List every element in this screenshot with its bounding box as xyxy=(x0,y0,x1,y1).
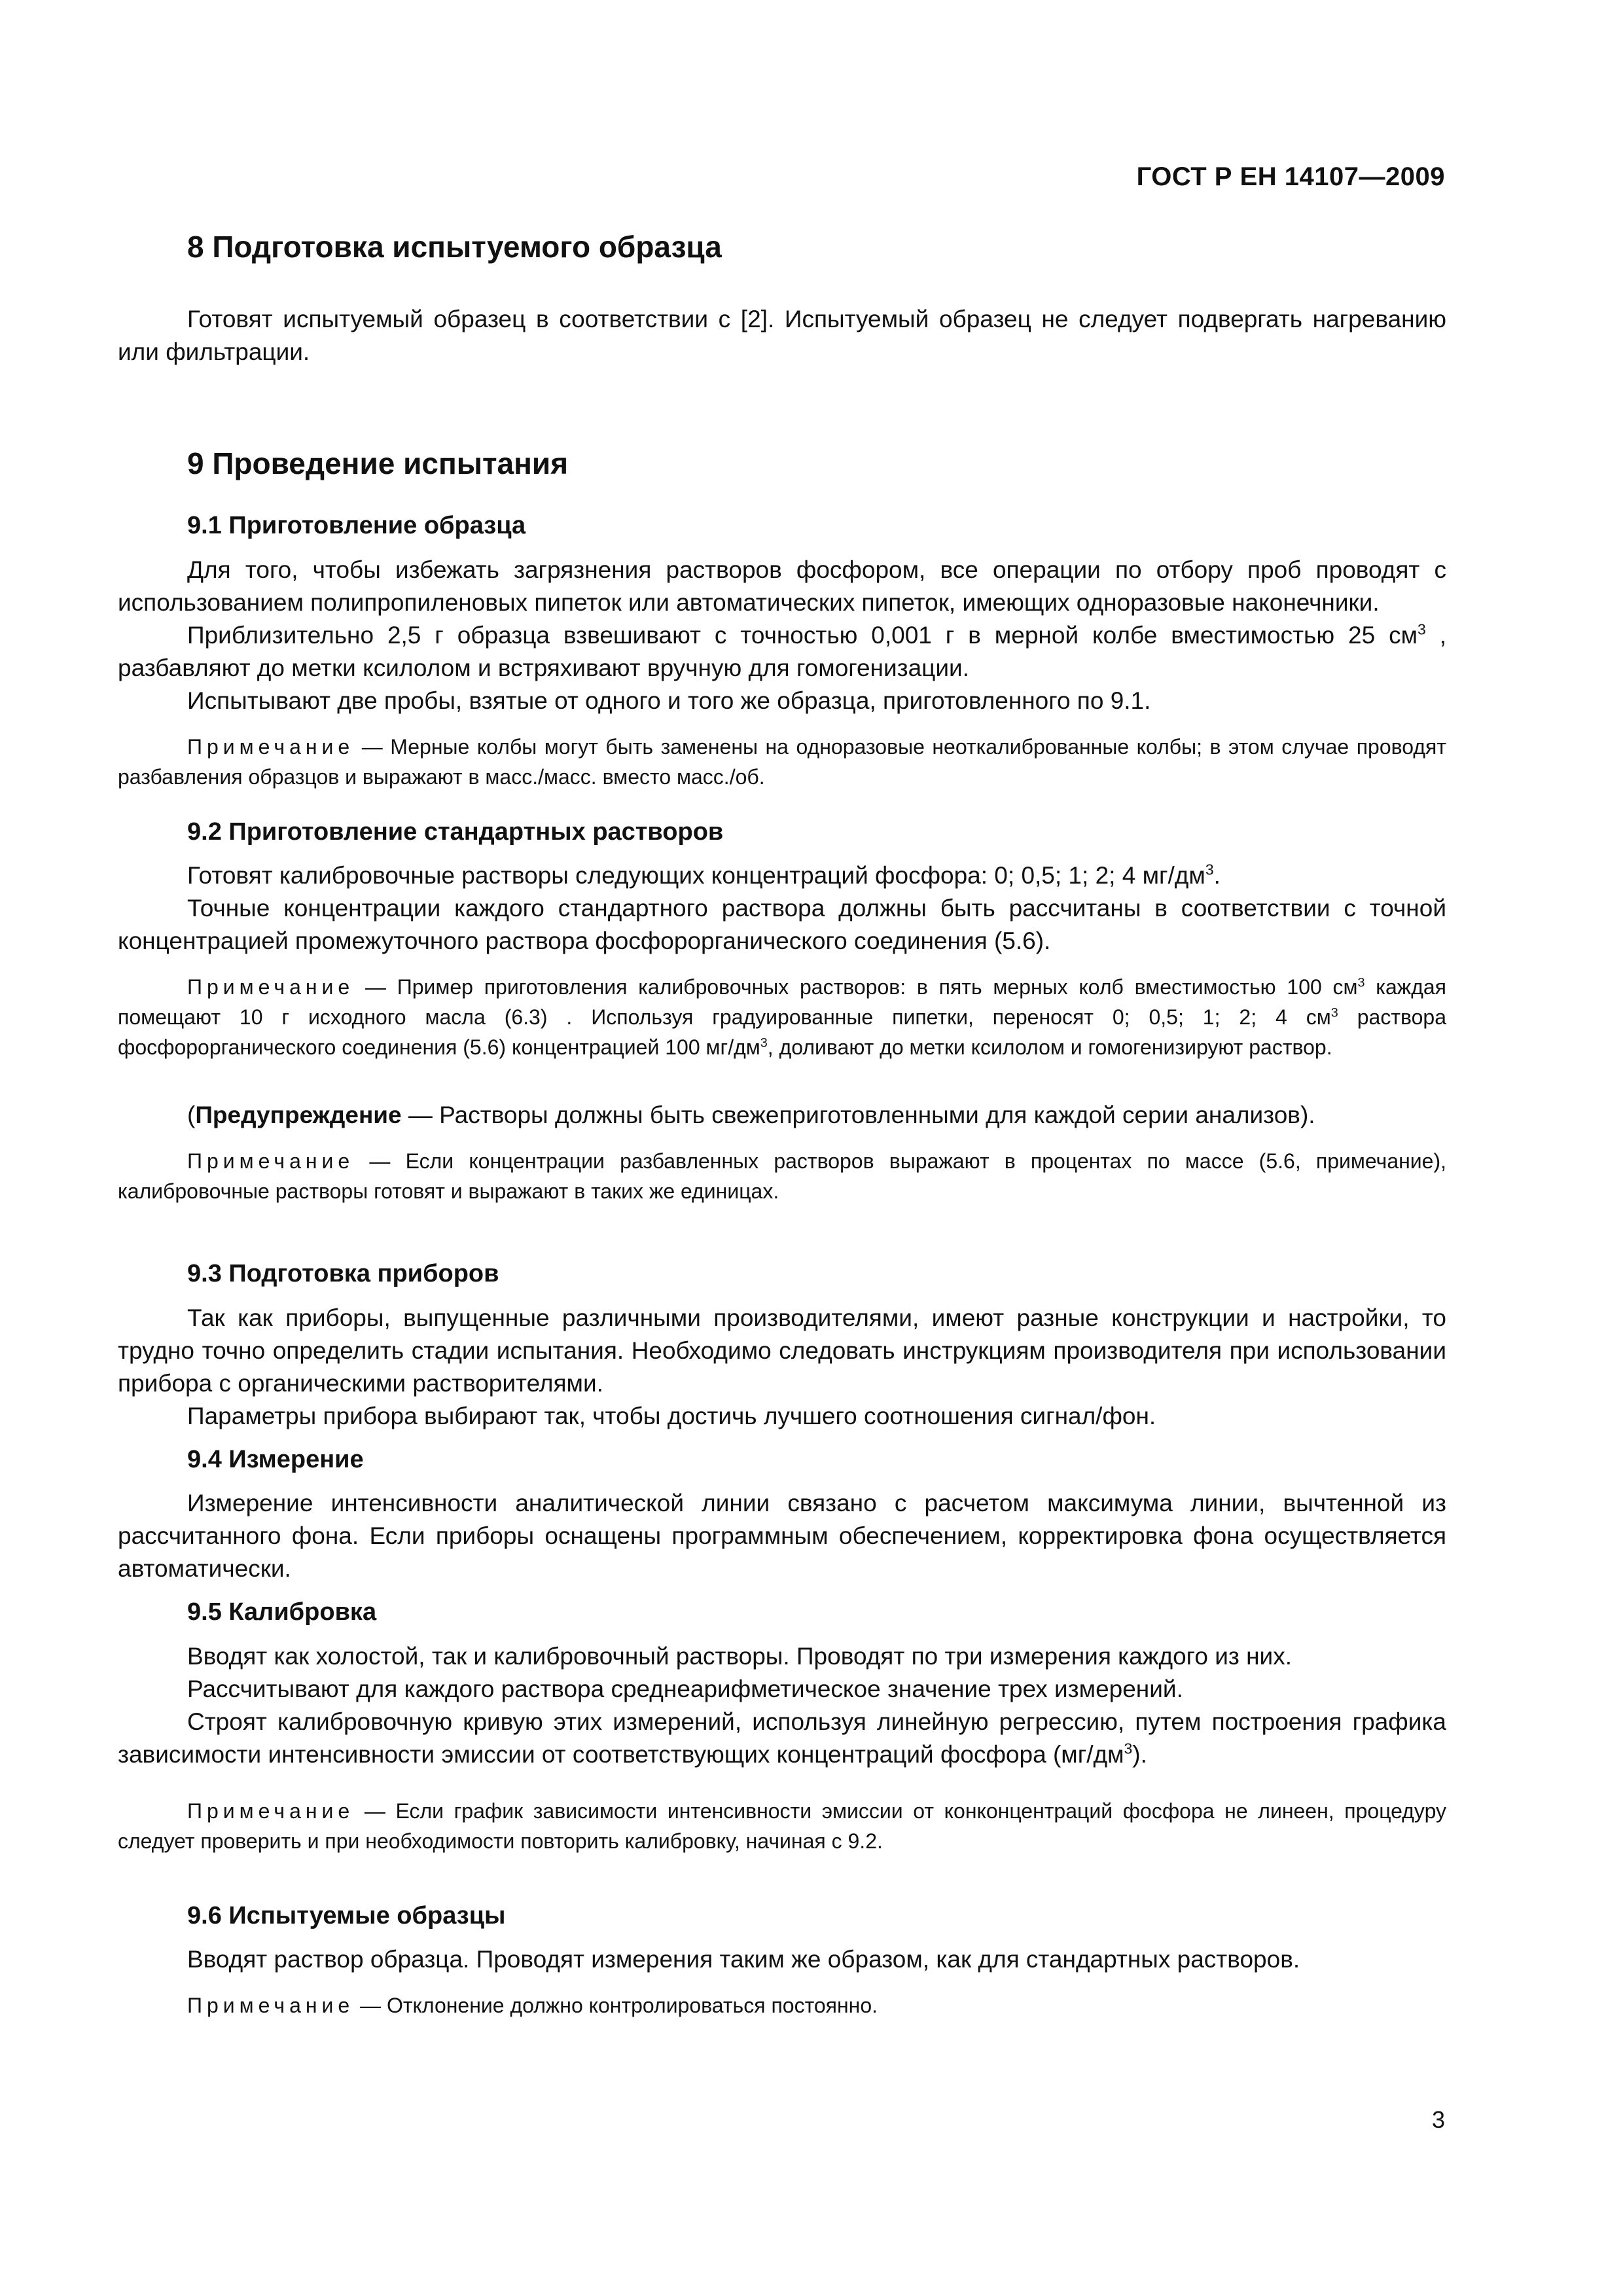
paragraph: Вводят раствор образца. Проводят измерения таким же образом, как для стандартных растворов. xyxy=(187,1946,1300,1973)
paragraph: Для того, чтобы избежать загрязнения растворов фосфором, все операции по отбору проб проводят с использованием полипропиленовых пипеток или автоматических пипеток, имеющих одноразовые наконечники. xyxy=(118,556,1446,616)
note: Примечание — Мерные колбы могут быть заменены на одноразовые неоткалиброванные колбы; в этом случае проводят разбавления образцов и выражают в масс./масс. вместо масс./об. xyxy=(118,734,1446,789)
subsection-9-4-heading: 9.4 Измерение xyxy=(187,1445,364,1473)
section-8-heading: 8 Подготовка испытуемого образца xyxy=(187,230,722,264)
note: Примечание — Пример приготовления калибровочных растворов: в пять мерных колб вместимостью 100 $см^3$ каждая помещают 10 г исходного масла (6.3) . Используя градуированные пипетки, переносят 0; 0,5; 1; 2; 4 $см^3$ раствора фосфорорганического соединения (5.6) концентрацией 100 $мг/дм^3$, доливают до метки ксилолом и гомогенизируют раствор. xyxy=(118,975,1447,1060)
note-label: Примечание xyxy=(187,975,355,999)
page-number: 3 xyxy=(1431,2106,1445,2133)
subsection-9-2-heading: 9.2 Приготовление стандартных растворов xyxy=(187,817,724,846)
subsection-9-6-heading: 9.6 Испытуемые образцы xyxy=(187,1901,506,1929)
note-label: Примечание xyxy=(187,734,355,759)
paragraph: Приблизительно 2,5 г образца взвешивают с точностью 0,001 г в мерной колбе вместимостью 25 $см^3$ , разбавляют до метки ксилолом и встряхивают вручную для гомогенизации. xyxy=(118,620,1447,681)
paragraph: Точные концентрации каждого стандартного раствора должны быть рассчитаны в соответствии с точной концентрацией промежуточного раствора фосфорорганического соединения (5.6). xyxy=(118,895,1446,955)
paragraph: Вводят как холостой, так и калибровочный растворы. Проводят по три измерения каждого из них. xyxy=(187,1642,1292,1670)
paragraph: Рассчитывают для каждого раствора среднеарифметическое значение трех измерений. xyxy=(187,1675,1183,1702)
paragraph: Строят калибровочную кривую этих измерений, используя линейную регрессию, путем построения графика зависимости интенсивности эмиссии от соответствующих концентраций фосфора $(мг/дм^3)$. xyxy=(118,1708,1446,1768)
paragraph: Так как приборы, выпущенные различными производителями, имеют разные конструкции и настройки, то трудно точно определить стадии испытания. Необходимо следовать инструкциям производителя при использовании прибора с органическими растворителями. xyxy=(118,1304,1446,1397)
subsection-9-5-heading: 9.5 Калибровка xyxy=(187,1598,377,1626)
note-label: Примечание xyxy=(187,1149,355,1174)
subsection-9-3-heading: 9.3 Подготовка приборов xyxy=(187,1260,499,1288)
warning: (Предупреждение — Растворы должны быть свежеприготовленными для каждой серии анализов). xyxy=(187,1102,1315,1129)
paragraph: Испытывают две пробы, взятые от одного и того же образца, приготовленного по 9.1. xyxy=(187,687,1151,714)
note: Примечание — Если концентрации разбавленных растворов выражают в процентах по массе (5.6, примечание), калибровочные растворы готовят и выражают в таких же единицах. xyxy=(118,1149,1446,1204)
paragraph: Готовят калибровочные растворы следующих концентраций фосфора: 0; 0,5; 1; 2; 4 $мг/дм^3$. xyxy=(187,861,1221,889)
note: Примечание — Отклонение должно контролироваться постоянно. xyxy=(187,1994,878,2018)
subsection-9-1-heading: 9.1 Приготовление образца xyxy=(187,512,526,540)
paragraph: Измерение интенсивности аналитической линии связано с расчетом максимума линии, вычтенной из рассчитанного фона. Если приборы оснащены программным обеспечением, корректировка фона осуществляется автоматически. xyxy=(118,1490,1446,1583)
note-label: Примечание xyxy=(187,1994,355,2018)
note-label: Примечание xyxy=(187,1799,355,1823)
section-9-heading: 9 Проведение испытания xyxy=(187,446,569,481)
paragraph: Параметры прибора выбирают так, чтобы достичь лучшего соотношения сигнал/фон. xyxy=(187,1402,1156,1429)
note: Примечание — Если график зависимости интенсивности эмиссии от конконцентраций фосфора не линеен, процедуру следует проверить и при необходимости повторить калибровку, начиная с 9.2. xyxy=(118,1799,1446,1853)
standard-code: ГОСТ Р ЕН 14107—2009 xyxy=(1136,162,1445,191)
page-content xyxy=(118,229,1446,2020)
section-8-text: Готовят испытуемый образец в соответствии с [2]. Испытуемый образец не следует подвергать нагреванию или фильтрации. xyxy=(118,306,1446,366)
